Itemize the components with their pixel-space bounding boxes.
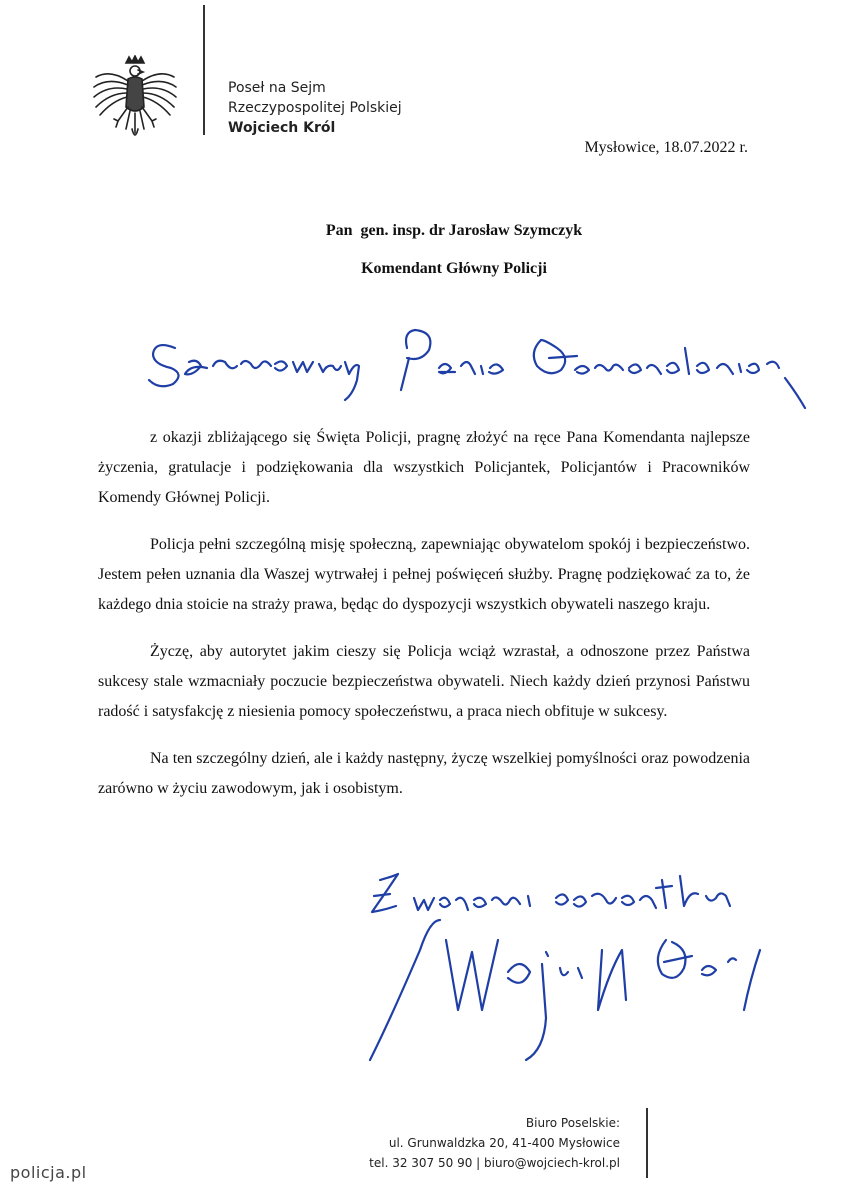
- office-address: ul. Grunwaldzka 20, 41-400 Mysłowice: [388, 1136, 620, 1150]
- office-contact: tel. 32 307 50 90 | biuro@wojciech-krol.pl: [369, 1156, 620, 1170]
- office-label: Biuro Poselskie:: [525, 1116, 620, 1130]
- handwritten-closing-and-signature: [350, 860, 800, 1090]
- handwritten-salutation: [145, 318, 815, 418]
- body-paragraph-4: Na ten szczególny dzień, ale i każdy następny, życzę wszelkiej pomyślności oraz powodzenia zarówno w życiu zawodowym, jak i osobistym.: [98, 750, 750, 797]
- body-paragraph-2: Policja pełni szczególną misję społeczną, zapewniając obywatelom spokój i bezpieczeństwo. Jestem pełen uznania dla Waszej wytrwałej i pełnej poświęceń służby. Pragnę podziękować za to, że każdego dnia stoicie na straży prawa, będąc do dyspozycji wszystkich obywateli naszego kraju.: [98, 536, 750, 613]
- letterhead-name: Wojciech Król: [228, 120, 336, 136]
- letter-date: Mysłowice, 18.07.2022 r.: [584, 139, 748, 156]
- body-paragraph-3: Życzę, aby autorytet jakim cieszy się Policja wciąż wzrastał, a odnoszone przez Państwa sukcesy stale wzmacniały poczucie bezpieczeństwa obywateli. Niech każdy dzień przynosi Państwu radość i satysfakcję z niesienia pomocy społeczeństwu, a praca niech obfituje w sukcesy.: [98, 643, 750, 720]
- recipient-title: Komendant Główny Policji: [361, 260, 547, 277]
- letterhead-title-line1: Poseł na Sejm: [228, 80, 326, 96]
- watermark-logo: policja.pl: [10, 1163, 87, 1182]
- recipient-name: Pan gen. insp. dr Jarosław Szymczyk: [325, 222, 583, 239]
- letter-body: [98, 423, 750, 821]
- polish-eagle-emblem-icon: [90, 55, 180, 147]
- letterhead: [228, 78, 402, 138]
- office-address-block: [369, 1113, 620, 1173]
- letterhead-title-line2: Rzeczypospolitej Polskiej: [228, 100, 402, 116]
- footer-divider: [646, 1108, 648, 1178]
- body-paragraph-1: z okazji zbliżającego się Święta Policji, pragnę złożyć na ręce Pana Komendanta najlepsze życzenia, gratulacje i podziękowania dla wszystkich Policjantek, Policjantów i Pracowników Komendy Głównej Policji.: [98, 429, 750, 506]
- letterhead-divider: [203, 5, 205, 135]
